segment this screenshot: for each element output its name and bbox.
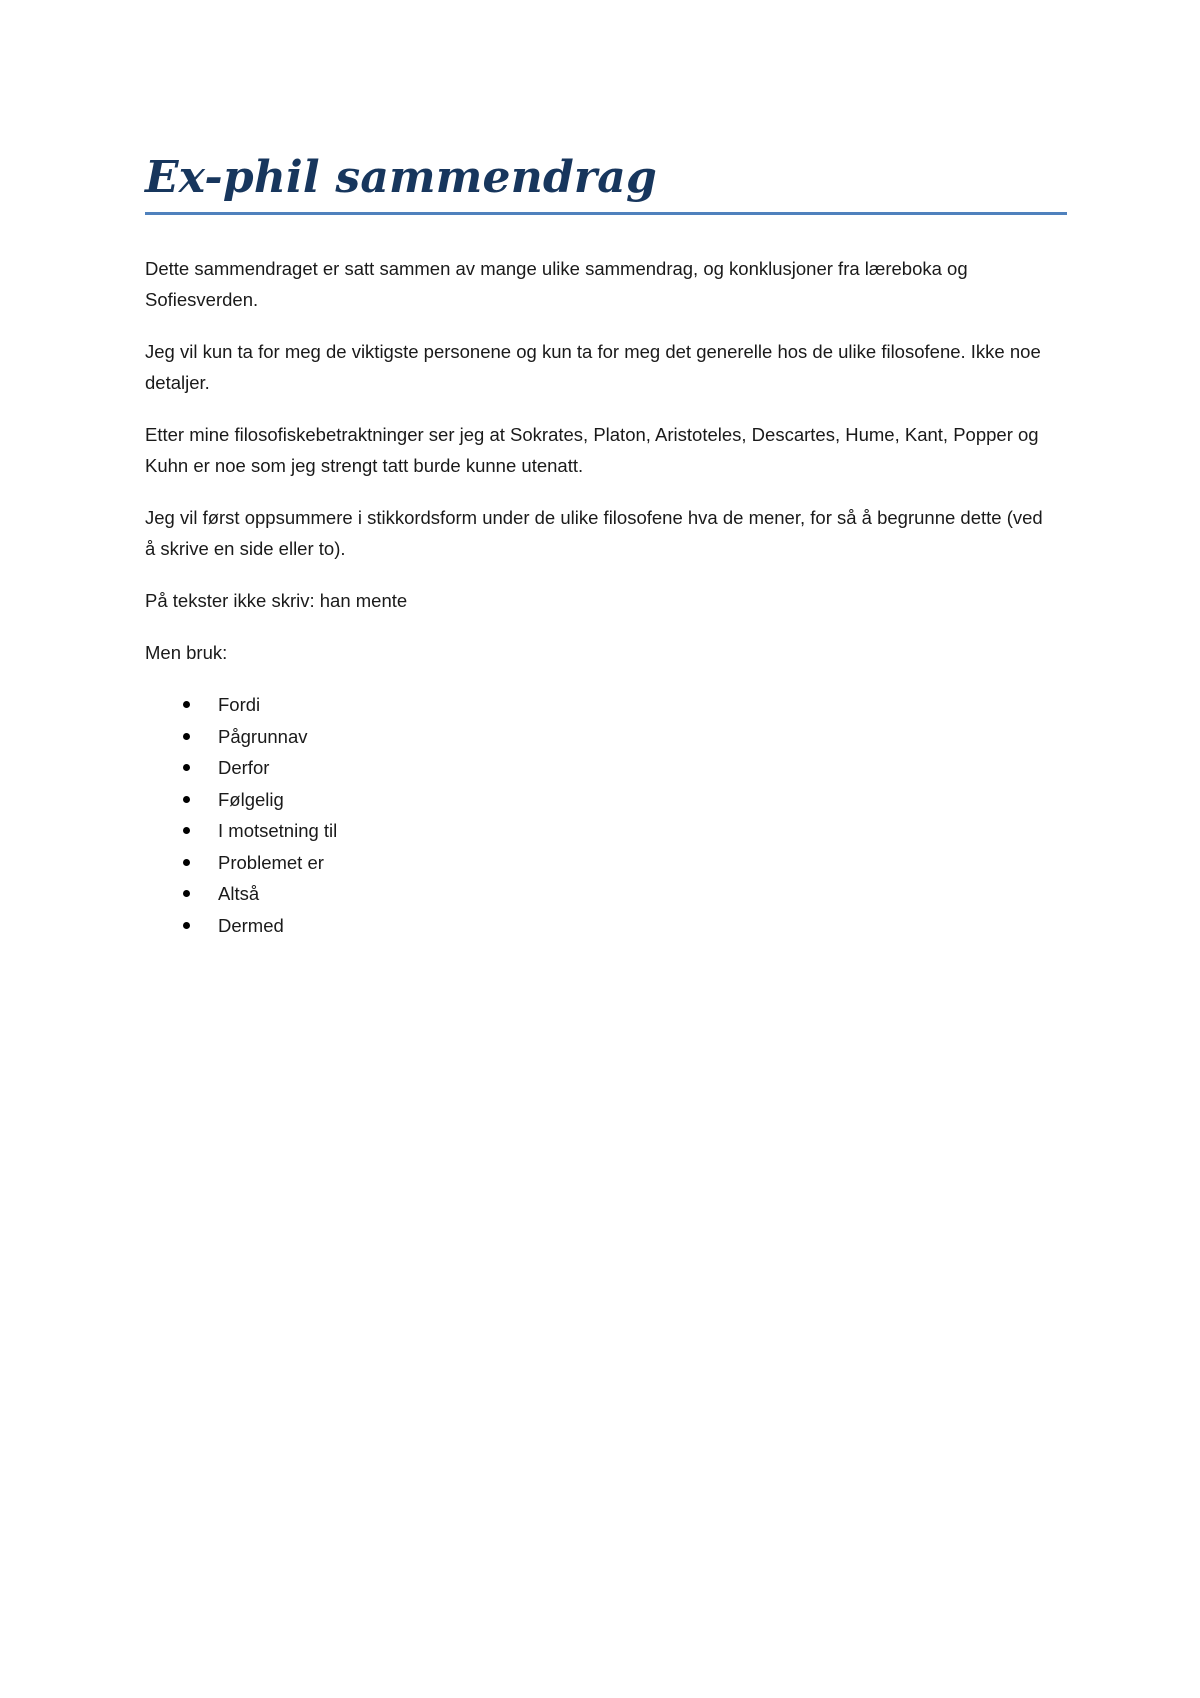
list-item-text: Altså: [218, 883, 260, 904]
list-item-text: Fordi: [218, 694, 261, 715]
paragraph-intro: Dette sammendraget er satt sammen av mange ulike sammendrag, og konklusjoner fra læreboka og Sofiesverden.: [145, 258, 968, 310]
title-underline: [145, 212, 1067, 215]
list-item-text: Dermed: [218, 914, 284, 936]
list-item: [145, 878, 1065, 910]
paragraph-avoid: På tekster ikke skriv: han mente: [145, 590, 408, 611]
bullet-icon: [183, 890, 190, 897]
bullet-icon: [183, 733, 190, 740]
paragraph-use: Men bruk:: [145, 642, 228, 663]
list-item: [145, 847, 1065, 879]
list-item: [145, 721, 1065, 753]
bullet-icon: [183, 764, 190, 771]
list-item-text: Derfor: [218, 757, 270, 778]
bullet-icon: [183, 859, 190, 866]
list-item-text: Følgelig: [218, 788, 284, 810]
list-item: [145, 910, 1065, 942]
bullet-icon: [183, 922, 190, 929]
paragraph-scope: Jeg vil kun ta for meg de viktigste personene og kun ta for meg det generelle hos de ulike filosofene. Ikke noe detaljer.: [145, 341, 1041, 393]
document-title: Ex-phil sammendrag: [145, 152, 657, 203]
list-item: [145, 815, 1065, 847]
list-item: [145, 752, 1065, 784]
list-item: [145, 689, 1065, 721]
list-item-text: I motsetning til: [218, 820, 338, 841]
bullet-icon: [183, 827, 190, 834]
document-content: [145, 150, 1065, 941]
paragraph-method: Jeg vil først oppsummere i stikkordsform under de ulike filosofene hva de mener, for så å begrunne dette (ved å skrive en side eller to).: [145, 507, 1043, 559]
list-item-text: Problemet er: [218, 851, 324, 873]
paragraph-philosophers: Etter mine filosofiskebetraktninger ser jeg at Sokrates, Platon, Aristoteles, Descartes, Hume, Kant, Popper og Kuhn er noe som jeg strengt tatt burde kunne utenatt.: [145, 424, 1039, 476]
list-item-text: Pågrunnav: [218, 725, 308, 747]
bullet-icon: [183, 796, 190, 803]
bullet-icon: [183, 701, 190, 708]
connector-word-list: [145, 689, 1065, 941]
list-item: [145, 784, 1065, 816]
